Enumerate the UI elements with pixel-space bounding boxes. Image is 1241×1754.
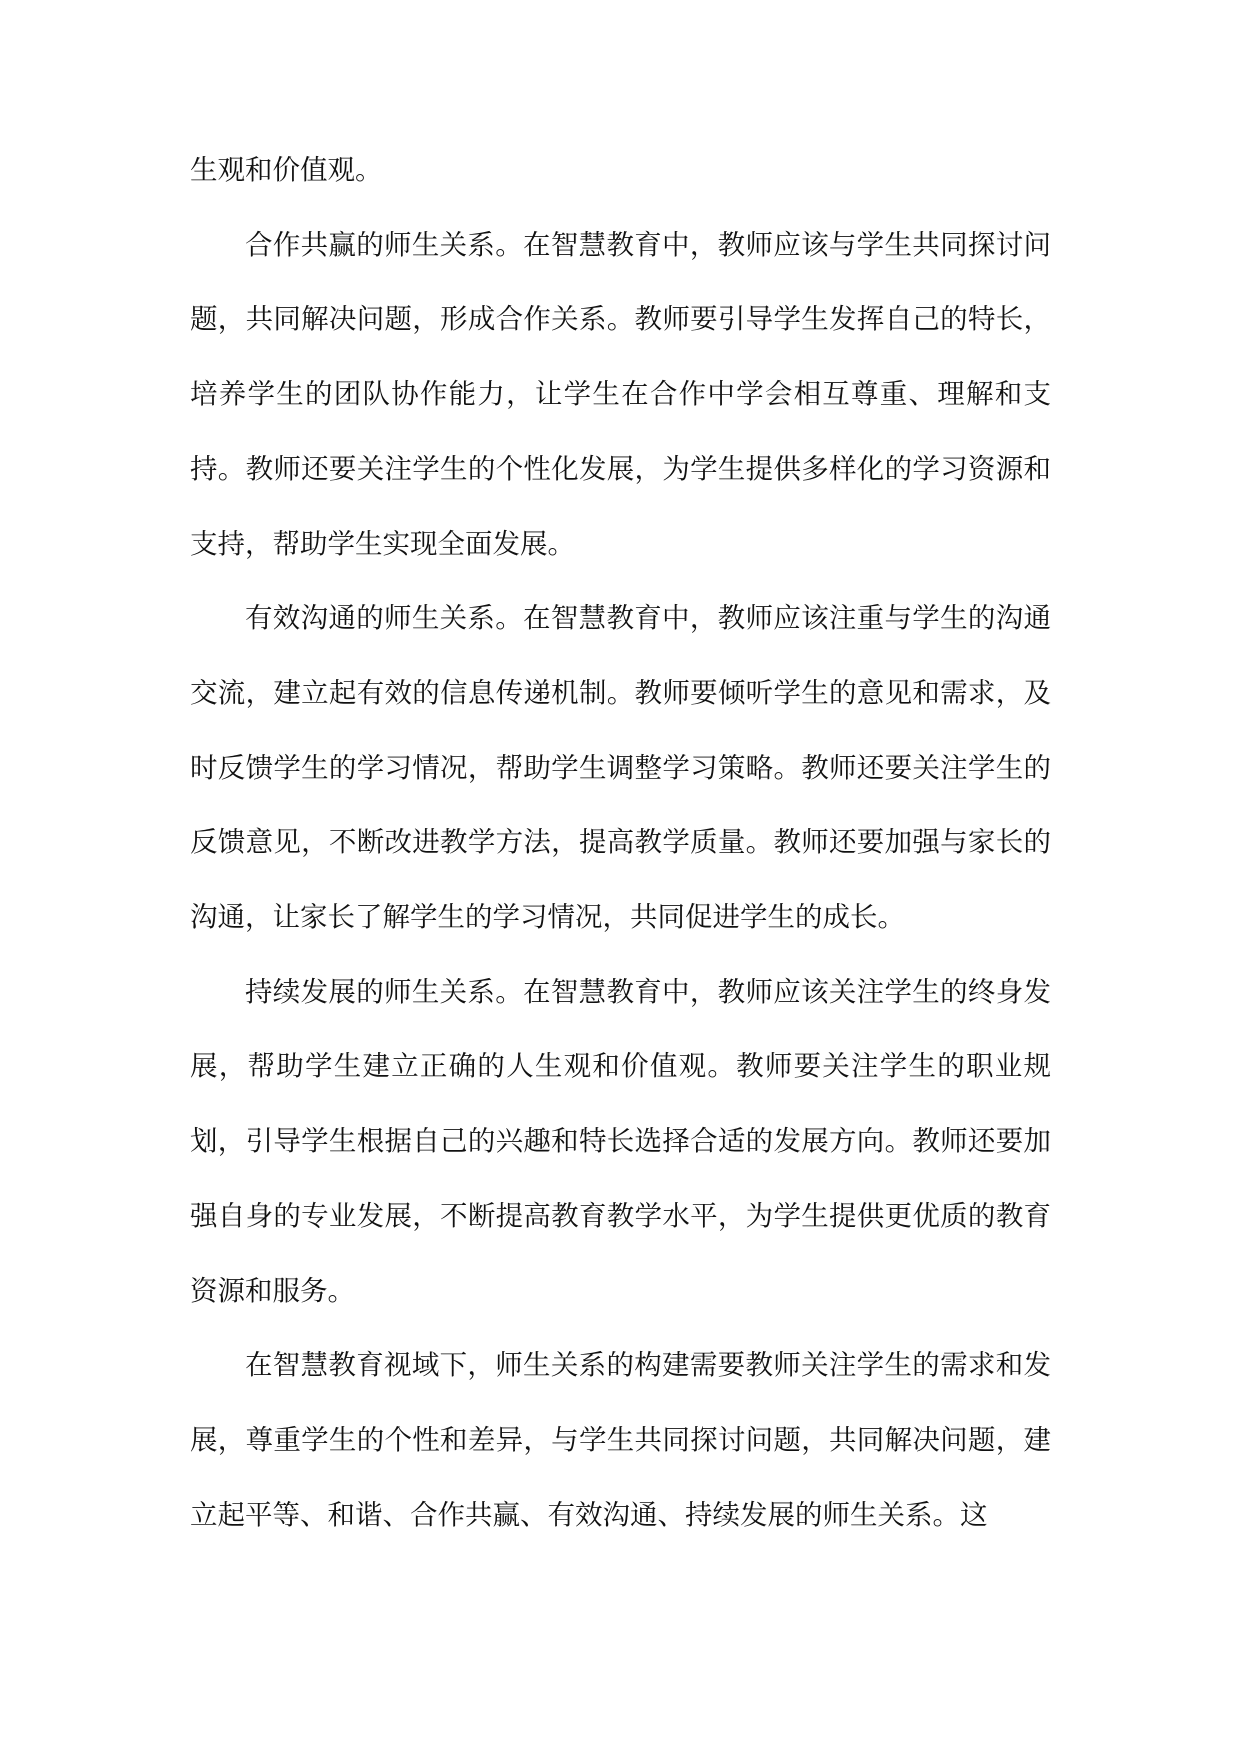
document-body <box>190 133 1051 1552</box>
paragraph-cooperation: 合作共赢的师生关系。在智慧教育中，教师应该与学生共同探讨问题，共同解决问题，形成合作关系。教师要引导学生发挥自己的特长，培养学生的团队协作能力，让学生在合作中学会相互尊重、理解和支持。教师还要关注学生的个性化发展，为学生提供多样化的学习资源和支持，帮助学生实现全面发展。 <box>190 228 1051 560</box>
paragraph-conclusion: 在智慧教育视域下，师生关系的构建需要教师关注学生的需求和发展，尊重学生的个性和差异，与学生共同探讨问题，共同解决问题，建立起平等、和谐、合作共赢、有效沟通、持续发展的师生关系。这 <box>190 1349 1051 1531</box>
paragraph-sustainable-development: 持续发展的师生关系。在智慧教育中，教师应该关注学生的终身发展，帮助学生建立正确的人生观和价值观。教师要关注学生的职业规划，引导学生根据自己的兴趣和特长选择合适的发展方向。教师还要加强自身的专业发展，不断提高教育教学水平，为学生提供更优质的教育资源和服务。 <box>190 975 1051 1307</box>
paragraph-communication: 有效沟通的师生关系。在智慧教育中，教师应该注重与学生的沟通交流，建立起有效的信息传递机制。教师要倾听学生的意见和需求，及时反馈学生的学习情况，帮助学生调整学习策略。教师还要关注学生的反馈意见，不断改进教学方法，提高教学质量。教师还要加强与家长的沟通，让家长了解学生的学习情况，共同促进学生的成长。 <box>190 602 1051 934</box>
paragraph-continuation: 生观和价值观。 <box>190 154 383 186</box>
